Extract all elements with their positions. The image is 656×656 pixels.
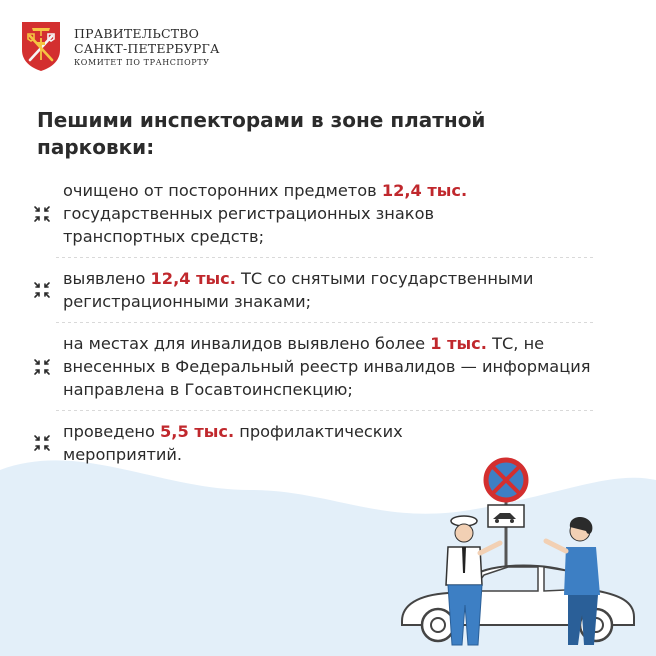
bullet-arrows-icon: [32, 204, 52, 224]
stats-list: [32, 179, 622, 466]
list-item-text: выявлено 12,4 тыс. ТС со снятыми государственными регистрационными знаками;: [63, 269, 534, 311]
bullet-arrows-icon: [32, 433, 52, 453]
list-item-text: проведено 5,5 тыс. профилактических мероприятий.: [63, 422, 403, 464]
spb-coat-of-arms-icon: [20, 20, 62, 72]
list-item: [32, 179, 622, 248]
divider: [56, 322, 596, 323]
bullet-arrows-icon: [32, 280, 52, 300]
highlight-value: 12,4 тыс.: [381, 181, 468, 200]
header: [20, 20, 220, 72]
divider: [56, 410, 596, 411]
org-department: КОМИТЕТ ПО ТРАНСПОРТУ: [74, 58, 210, 67]
org-name-line1: ПРАВИТЕЛЬСТВО: [74, 26, 200, 41]
highlight-value: 12,4 тыс.: [150, 269, 236, 288]
divider: [56, 257, 596, 258]
list-item: [32, 267, 622, 313]
org-name-line2: САНКТ-ПЕТЕРБУРГА: [74, 41, 220, 56]
bullet-arrows-icon: [32, 357, 52, 377]
list-item-text: очищено от посторонних предметов 12,4 тыс. государственных регистрационных знаков транспортных средств;: [63, 181, 468, 246]
list-item: [32, 332, 622, 401]
parking-inspector-illustration: [388, 455, 648, 651]
list-item-text: на местах для инвалидов выявлено более 1 тыс. ТС, не внесенных в Федеральный реестр инвалидов — информация направлена в Госавтоинспекцию;: [63, 334, 591, 399]
page-title: Пешими инспекторами в зоне платной парковки:: [37, 108, 486, 159]
highlight-value: 1 тыс.: [430, 334, 487, 353]
highlight-value: 5,5 тыс.: [160, 422, 235, 441]
org-name-block: [74, 26, 220, 67]
